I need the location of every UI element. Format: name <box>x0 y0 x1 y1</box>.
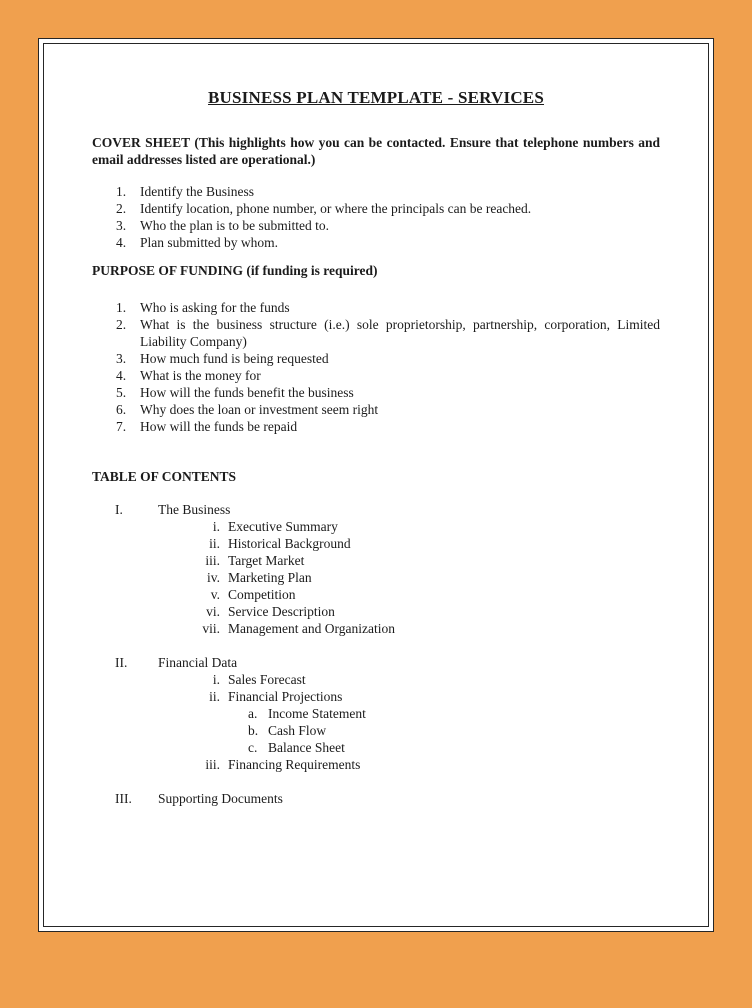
purpose-of-funding-heading: PURPOSE OF FUNDING (if funding is required) <box>92 263 378 278</box>
table-of-contents <box>92 501 660 807</box>
toc-section-numeral: II. <box>115 655 128 670</box>
document-frame <box>0 38 752 1008</box>
toc-subitem <box>92 722 660 739</box>
toc-item <box>92 552 660 569</box>
purpose-of-funding-list <box>92 299 660 435</box>
toc-section-label: The Business <box>158 502 231 517</box>
toc-section-financial-data <box>92 654 660 773</box>
toc-item-label: Management and Organization <box>228 621 395 636</box>
list-item-text: Who is asking for the funds <box>140 300 290 315</box>
toc-section-label: Supporting Documents <box>158 791 283 806</box>
list-item <box>92 234 660 251</box>
list-item-number: 7. <box>116 419 127 434</box>
list-item-text: Who the plan is to be submitted to. <box>140 218 329 233</box>
toc-item-label: Target Market <box>228 553 305 568</box>
toc-section-numeral: I. <box>115 502 123 517</box>
toc-item-label: Competition <box>228 587 296 602</box>
toc-item <box>92 603 660 620</box>
list-item-number: 1. <box>116 184 127 199</box>
list-item-text: Plan submitted by whom. <box>140 235 278 250</box>
cover-sheet-list <box>92 183 660 251</box>
page-border-inner <box>43 43 709 927</box>
toc-item <box>92 535 660 552</box>
toc-item <box>92 518 660 535</box>
toc-item-label: Financing Requirements <box>228 757 361 772</box>
toc-subitem-label: Income Statement <box>268 706 366 721</box>
toc-subitem-label: Cash Flow <box>268 723 327 738</box>
list-item <box>92 384 660 401</box>
list-item <box>92 183 660 200</box>
toc-item-numeral: i. <box>212 519 220 534</box>
list-item-text: Identify location, phone number, or where the principals can be reached. <box>140 201 532 216</box>
toc-item-label: Sales Forecast <box>228 672 306 687</box>
toc-section-supporting-documents <box>92 790 660 807</box>
toc-item-numeral: vi. <box>206 604 220 619</box>
list-item-number: 4. <box>116 368 127 383</box>
toc-item <box>92 620 660 637</box>
toc-item-numeral: ii. <box>209 689 220 704</box>
list-item-number: 2. <box>116 317 127 332</box>
toc-item-numeral: vii. <box>202 621 220 636</box>
list-item <box>92 299 660 316</box>
list-item-number: 5. <box>116 385 127 400</box>
toc-section-numeral: III. <box>115 791 132 806</box>
toc-item-numeral: ii. <box>209 536 220 551</box>
list-item-number: 2. <box>116 201 127 216</box>
toc-section-label: Financial Data <box>158 655 238 670</box>
toc-item <box>92 569 660 586</box>
list-item-text: How will the funds benefit the business <box>140 385 354 400</box>
toc-section-title <box>92 790 660 807</box>
list-item-number: 3. <box>116 218 127 233</box>
toc-item-numeral: iii. <box>205 553 220 568</box>
list-item-text: How much fund is being requested <box>140 351 329 366</box>
toc-item-label: Marketing Plan <box>228 570 312 585</box>
toc-item-numeral: v. <box>210 587 220 602</box>
toc-subitem-letter: c. <box>248 740 258 755</box>
toc-item <box>92 756 660 773</box>
list-item-number: 1. <box>116 300 127 315</box>
toc-subitem-letter: b. <box>248 723 259 738</box>
list-item-text: How will the funds be repaid <box>140 419 298 434</box>
list-item-number: 3. <box>116 351 127 366</box>
toc-item-label: Executive Summary <box>228 519 338 534</box>
toc-item-numeral: iii. <box>205 757 220 772</box>
list-item <box>92 350 660 367</box>
toc-item-label: Historical Background <box>228 536 351 551</box>
list-item <box>92 217 660 234</box>
toc-subitem-letter: a. <box>248 706 258 721</box>
toc-item-label: Service Description <box>228 604 335 619</box>
list-item-number: 6. <box>116 402 127 417</box>
cover-sheet-heading: COVER SHEET (This highlights how you can be contacted. Ensure that telephone numbers and email addresses listed are operational.) <box>92 135 660 167</box>
list-item-text: What is the business structure (i.e.) sole proprietorship, partnership, corporation, Limited Liability Company) <box>140 317 660 349</box>
toc-section-title <box>92 501 660 518</box>
toc-section-title <box>92 654 660 671</box>
list-item-number: 4. <box>116 235 127 250</box>
toc-subitem <box>92 739 660 756</box>
list-item <box>92 367 660 384</box>
list-item <box>92 316 660 350</box>
toc-item <box>92 586 660 603</box>
toc-subitem-label: Balance Sheet <box>268 740 345 755</box>
toc-item <box>92 671 660 688</box>
list-item-text: What is the money for <box>140 368 261 383</box>
list-item <box>92 401 660 418</box>
toc-subitem <box>92 705 660 722</box>
toc-item-numeral: iv. <box>207 570 220 585</box>
list-item-text: Identify the Business <box>140 184 254 199</box>
page <box>38 38 714 932</box>
toc-item-numeral: i. <box>212 672 220 687</box>
toc-item-label: Financial Projections <box>228 689 343 704</box>
table-of-contents-heading: TABLE OF CONTENTS <box>92 469 237 484</box>
toc-item <box>92 688 660 705</box>
toc-section-the-business <box>92 501 660 637</box>
page-title: BUSINESS PLAN TEMPLATE - SERVICES <box>207 88 545 107</box>
list-item <box>92 200 660 217</box>
list-item-text: Why does the loan or investment seem right <box>140 402 379 417</box>
list-item <box>92 418 660 435</box>
